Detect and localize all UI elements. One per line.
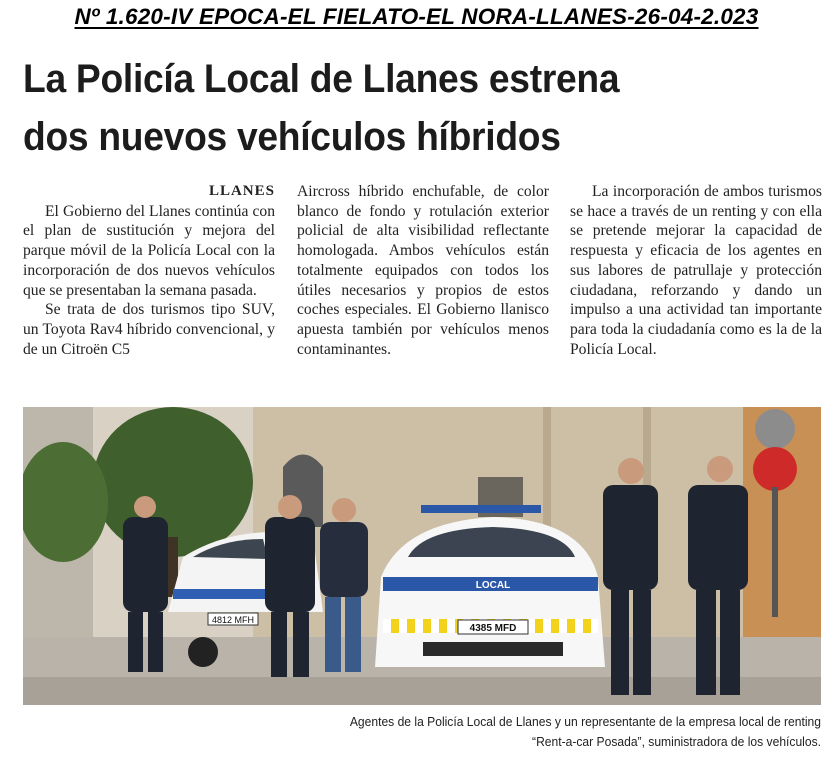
article-column-1 <box>23 182 275 359</box>
police-vehicles-photo <box>23 407 821 705</box>
article-column-2 <box>297 182 549 359</box>
edition-header <box>0 4 833 30</box>
article-photo <box>23 407 821 705</box>
headline-line-1: La Policía Local de Llanes estrena <box>23 57 620 101</box>
caption-line-2: “Rent-a-car Posada”, suministradora de los vehículos. <box>532 733 821 749</box>
column-1-paragraph-1: El Gobierno del Llanes continúa con el plan de sustitución y mejora del parque móvil de la Policía Local con la incorporación de dos nuevos vehículos que se presentaban la semana pasada. <box>23 202 275 299</box>
plate-left: 4812 MFH <box>211 615 255 625</box>
officer-2 <box>265 517 315 612</box>
officer-3 <box>603 485 658 590</box>
officer-4 <box>688 485 748 590</box>
headline-line-2: dos nuevos vehículos híbridos <box>23 115 561 159</box>
column-3-paragraph-1: La incorporación de ambos turismos se hace a través de un renting y con ella se pretende mejorar la capacidad de respuesta y eficacia de los agentes en sus labores de patrullaje y protección ciudadana, reforzando y dando un impulso a una actividad tan importante para toda la ciudadanía como es la de la Policía Local. <box>570 183 822 358</box>
road-sign <box>753 447 797 491</box>
plate-right: 4385 MFD <box>469 623 517 634</box>
column-1-paragraph-2: Se trata de dos turismos tipo SUV, un Toyota Rav4 híbrido convencional, y de un Citroën C5 <box>23 301 275 358</box>
civilian-representative <box>320 522 368 597</box>
column-2-paragraph-1: Aircross híbrido enchufable, de color blanco de fondo y rotulación exterior policial de alta visibilidad reflectante homologada. Ambos vehículos están totalmente equipados con todos los útiles necesarios y propios de estos coches especiales. El Gobierno llanisco apuesta también por vehículos menos contaminantes. <box>297 183 549 358</box>
article-headline <box>23 50 767 166</box>
edition-header-text: Nº 1.620-IV EPOCA-EL FIELATO-EL NORA-LLANES-26-04-2.023 <box>74 4 759 29</box>
tree <box>93 407 253 557</box>
caption-line-1: Agentes de la Policía Local de Llanes y un representante de la empresa local de renting <box>349 714 821 729</box>
photo-caption <box>77 712 821 751</box>
officer-1 <box>123 517 168 612</box>
article-column-3 <box>570 182 822 359</box>
article-dateline: LLANES <box>208 183 275 199</box>
hood-text: LOCAL <box>475 580 511 591</box>
